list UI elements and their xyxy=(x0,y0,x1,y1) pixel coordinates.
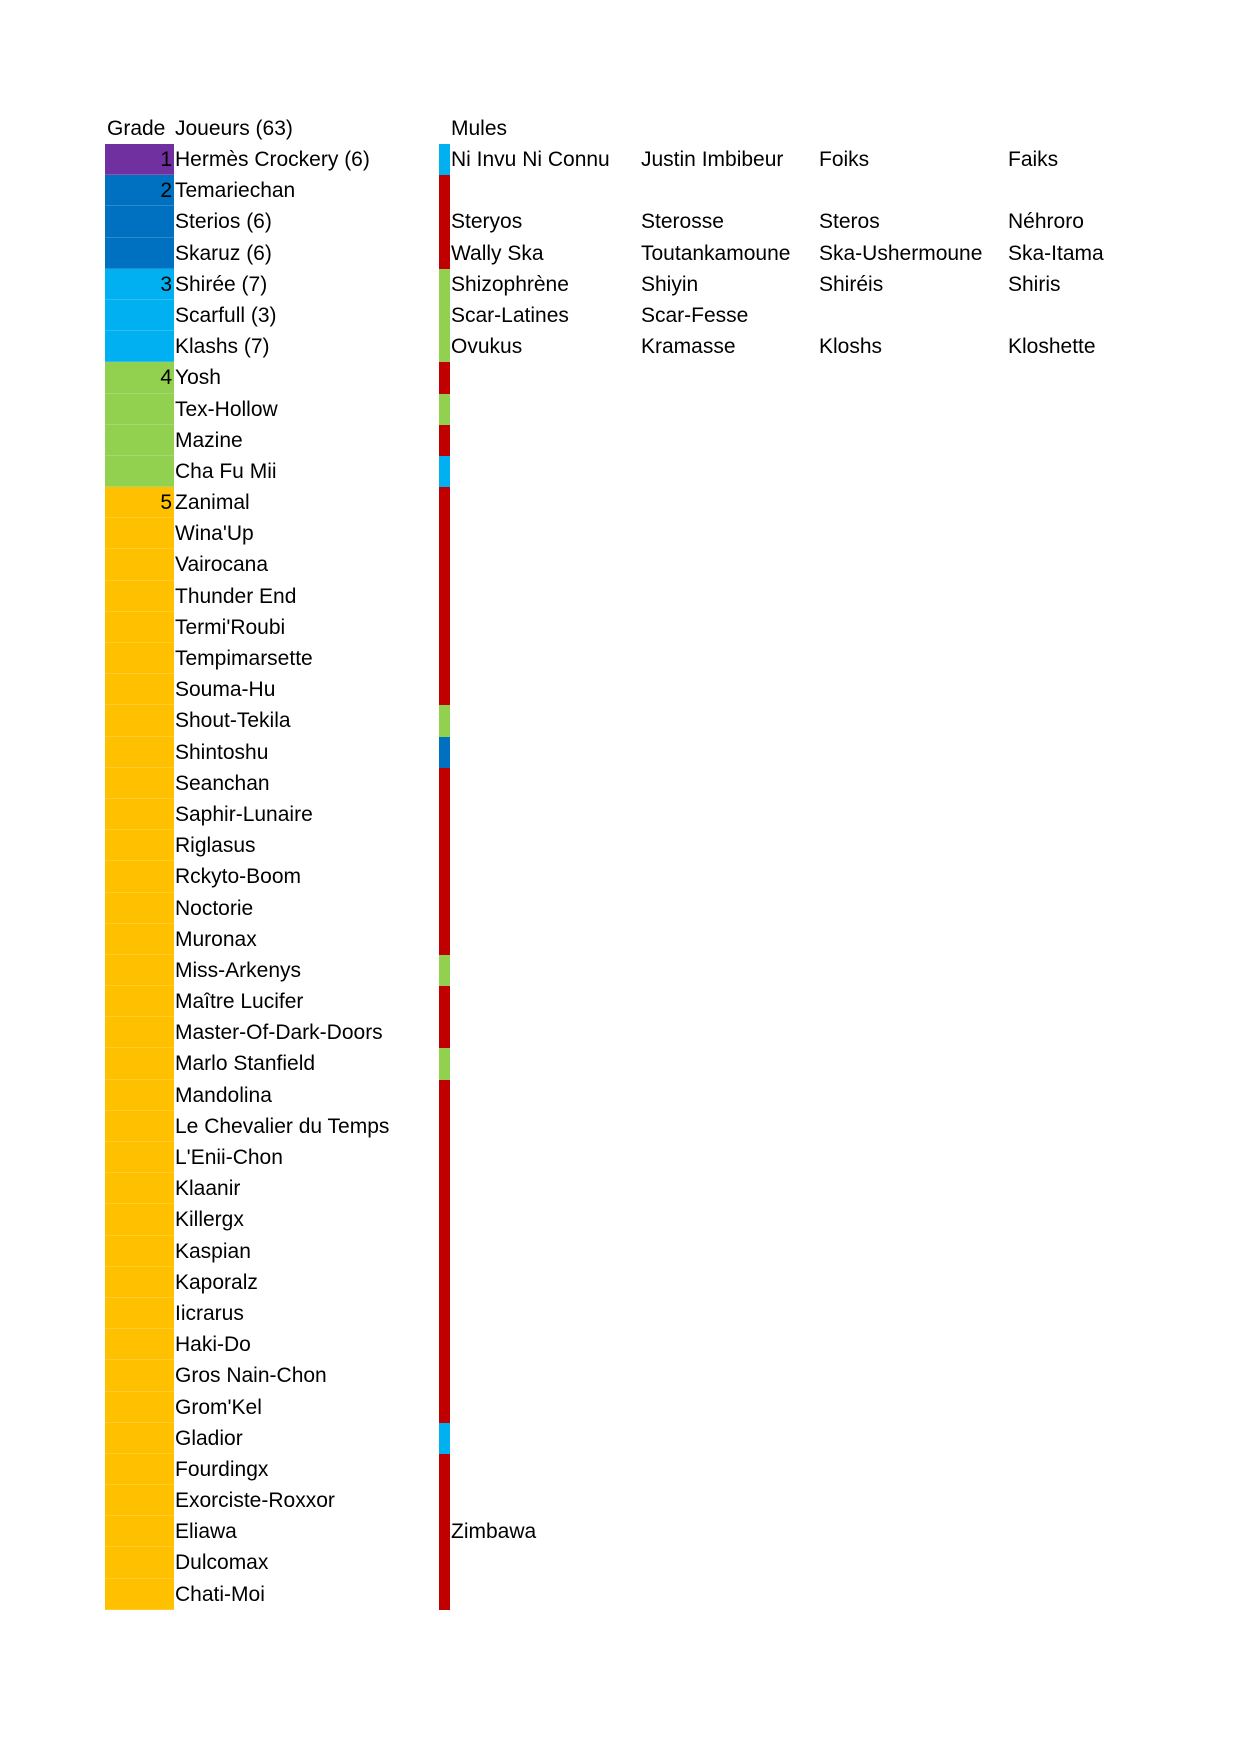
player-name: Cha Fu Mii xyxy=(175,459,277,483)
player-name: Eliawa xyxy=(175,1520,237,1544)
status-color-strip xyxy=(439,1392,450,1423)
table-row xyxy=(0,1547,1241,1578)
mule-name: Ska-Itama xyxy=(1008,241,1104,265)
grade-cell xyxy=(105,1485,174,1516)
player-name: Mazine xyxy=(175,428,243,452)
table-row xyxy=(0,1080,1241,1111)
header-mules: Mules xyxy=(451,117,508,140)
table-row xyxy=(0,144,1241,175)
player-name: Kaspian xyxy=(175,1239,251,1263)
grade-cell xyxy=(105,1329,174,1360)
player-name: Rckyto-Boom xyxy=(175,865,302,889)
grade-number: 4 xyxy=(160,366,172,390)
table-row xyxy=(0,1360,1241,1391)
status-color-strip xyxy=(439,705,450,736)
table-row xyxy=(0,1017,1241,1048)
player-name: Tex-Hollow xyxy=(175,397,278,421)
table-row xyxy=(0,549,1241,580)
status-color-strip xyxy=(439,674,450,705)
mule-name: Foiks xyxy=(819,148,870,171)
grade-cell xyxy=(105,1048,174,1079)
table-row xyxy=(0,394,1241,425)
player-name: Riglasus xyxy=(175,834,256,858)
status-color-strip xyxy=(439,144,450,175)
mule-name: Ovukus xyxy=(451,335,523,359)
player-name: Wina'Up xyxy=(175,522,254,546)
grade-cell xyxy=(105,705,174,736)
mule-name: Kramasse xyxy=(641,335,736,359)
mule-name: Ni Invu Ni Connu xyxy=(451,148,610,171)
status-color-strip xyxy=(439,300,450,331)
mule-name: Scar-Latines xyxy=(451,303,569,327)
grade-cell xyxy=(105,456,174,487)
status-color-strip xyxy=(439,737,450,768)
grade-cell xyxy=(105,394,174,425)
mule-name: Steros xyxy=(819,210,880,234)
table-row xyxy=(0,643,1241,674)
grade-cell xyxy=(105,861,174,892)
status-color-strip xyxy=(439,861,450,892)
status-color-strip xyxy=(439,1454,450,1485)
player-name: Sterios (6) xyxy=(175,210,272,234)
table-row xyxy=(0,1142,1241,1173)
table-row xyxy=(0,893,1241,924)
table-row xyxy=(0,518,1241,549)
status-color-strip xyxy=(439,1236,450,1267)
table-row xyxy=(0,456,1241,487)
grade-cell xyxy=(105,1236,174,1267)
grade-cell xyxy=(105,518,174,549)
player-name: Exorciste-Roxxor xyxy=(175,1489,335,1513)
table-row xyxy=(0,924,1241,955)
status-color-strip xyxy=(439,1080,450,1111)
table-row xyxy=(0,425,1241,456)
table-row xyxy=(0,799,1241,830)
player-name: Mandolina xyxy=(175,1083,272,1107)
table-row xyxy=(0,269,1241,300)
status-color-strip xyxy=(439,955,450,986)
grade-cell xyxy=(105,581,174,612)
grade-cell xyxy=(105,674,174,705)
grade-cell xyxy=(105,269,174,300)
grade-cell xyxy=(105,1080,174,1111)
table-row xyxy=(0,175,1241,206)
status-color-strip xyxy=(439,1298,450,1329)
table-row xyxy=(0,1298,1241,1329)
grade-cell xyxy=(105,924,174,955)
status-color-strip xyxy=(439,1048,450,1079)
player-name: Gros Nain-Chon xyxy=(175,1364,327,1388)
player-name: Hermès Crockery (6) xyxy=(175,148,370,171)
player-name: L'Enii-Chon xyxy=(175,1146,283,1169)
player-name: Tempimarsette xyxy=(175,647,313,670)
status-color-strip xyxy=(439,1267,450,1298)
status-color-strip xyxy=(439,331,450,362)
mule-name: Néhroro xyxy=(1008,210,1084,234)
grade-cell xyxy=(105,643,174,674)
status-color-strip xyxy=(439,487,450,518)
grade-cell xyxy=(105,799,174,830)
player-name: Klashs (7) xyxy=(175,335,270,359)
status-color-strip xyxy=(439,1547,450,1578)
player-name: Scarfull (3) xyxy=(175,303,277,327)
grade-cell xyxy=(105,144,174,175)
table-row xyxy=(0,1392,1241,1423)
player-name: Iicrarus xyxy=(175,1301,244,1325)
table-row xyxy=(0,1329,1241,1360)
grade-cell xyxy=(105,175,174,206)
grade-cell xyxy=(105,487,174,518)
status-color-strip xyxy=(439,1360,450,1391)
grade-cell xyxy=(105,1267,174,1298)
status-color-strip xyxy=(439,830,450,861)
table-row xyxy=(0,1454,1241,1485)
mule-name: Justin Imbibeur xyxy=(641,148,784,171)
grade-cell xyxy=(105,362,174,393)
player-name: Zanimal xyxy=(175,491,250,515)
table-row xyxy=(0,830,1241,861)
player-name: Fourdingx xyxy=(175,1457,269,1481)
table-row xyxy=(0,1423,1241,1454)
player-table xyxy=(0,144,1241,1610)
player-name: Kaporalz xyxy=(175,1270,258,1294)
mule-name: Zimbawa xyxy=(451,1520,537,1544)
status-color-strip xyxy=(439,581,450,612)
table-row xyxy=(0,206,1241,237)
player-name: Haki-Do xyxy=(175,1333,251,1357)
grade-cell xyxy=(105,1516,174,1547)
status-color-strip xyxy=(439,643,450,674)
player-name: Temariechan xyxy=(175,179,296,203)
grade-cell xyxy=(105,955,174,986)
mule-name: Kloshs xyxy=(819,335,883,359)
grade-number: 1 xyxy=(160,148,172,171)
status-color-strip xyxy=(439,1017,450,1048)
status-color-strip xyxy=(439,1111,450,1142)
status-color-strip xyxy=(439,612,450,643)
player-name: Chati-Moi xyxy=(175,1582,265,1606)
grade-cell xyxy=(105,1173,174,1204)
player-name: Dulcomax xyxy=(175,1551,269,1575)
player-name: Vairocana xyxy=(175,553,269,577)
table-row xyxy=(0,1204,1241,1235)
status-color-strip xyxy=(439,456,450,487)
header-players: Joueurs (63) xyxy=(175,117,293,140)
header-grade: Grade xyxy=(107,117,166,140)
player-name: Le Chevalier du Temps xyxy=(175,1114,390,1138)
grade-cell xyxy=(105,1423,174,1454)
grade-cell xyxy=(105,986,174,1017)
grade-cell xyxy=(105,1392,174,1423)
status-color-strip xyxy=(439,1485,450,1516)
grade-cell xyxy=(105,1017,174,1048)
status-color-strip xyxy=(439,1329,450,1360)
grade-cell xyxy=(105,1454,174,1485)
status-color-strip xyxy=(439,238,450,269)
status-color-strip xyxy=(439,425,450,456)
player-name: Seanchan xyxy=(175,771,270,795)
status-color-strip xyxy=(439,1423,450,1454)
table-row xyxy=(0,300,1241,331)
table-row xyxy=(0,612,1241,643)
status-color-strip xyxy=(439,206,450,237)
player-name: Shintoshu xyxy=(175,740,269,764)
mule-name: Ska-Ushermoune xyxy=(819,241,983,265)
status-color-strip xyxy=(439,518,450,549)
table-row xyxy=(0,581,1241,612)
grade-cell xyxy=(105,1142,174,1173)
player-name: Shout-Tekila xyxy=(175,709,291,733)
player-name: Termi'Roubi xyxy=(175,615,286,639)
table-row xyxy=(0,1516,1241,1547)
status-color-strip xyxy=(439,269,450,300)
table-row xyxy=(0,238,1241,269)
status-color-strip xyxy=(439,175,450,206)
player-name: Saphir-Lunaire xyxy=(175,802,313,826)
status-color-strip xyxy=(439,799,450,830)
player-name: Marlo Stanfield xyxy=(175,1052,316,1076)
table-row xyxy=(0,705,1241,736)
player-name: Grom'Kel xyxy=(175,1395,262,1419)
player-name: Klaanir xyxy=(175,1177,241,1201)
player-name: Miss-Arkenys xyxy=(175,958,302,982)
grade-cell xyxy=(105,238,174,269)
mule-name: Wally Ska xyxy=(451,241,544,265)
mule-name: Sterosse xyxy=(641,210,724,234)
table-row xyxy=(0,1111,1241,1142)
status-color-strip xyxy=(439,986,450,1017)
player-name: Muronax xyxy=(175,927,257,951)
table-row xyxy=(0,1173,1241,1204)
mule-name: Shiréis xyxy=(819,272,884,296)
grade-cell xyxy=(105,1204,174,1235)
player-name: Gladior xyxy=(175,1426,243,1450)
player-name: Shirée (7) xyxy=(175,272,268,296)
grade-cell xyxy=(105,206,174,237)
status-color-strip xyxy=(439,394,450,425)
player-name: Skaruz (6) xyxy=(175,241,272,265)
player-name: Noctorie xyxy=(175,896,254,920)
table-row xyxy=(0,861,1241,892)
grade-cell xyxy=(105,1360,174,1391)
table-row xyxy=(0,737,1241,768)
status-color-strip xyxy=(439,768,450,799)
status-color-strip xyxy=(439,362,450,393)
table-row xyxy=(0,1267,1241,1298)
table-row xyxy=(0,986,1241,1017)
status-color-strip xyxy=(439,549,450,580)
grade-cell xyxy=(105,612,174,643)
mule-name: Kloshette xyxy=(1008,335,1096,359)
grade-cell xyxy=(105,549,174,580)
player-name: Master-Of-Dark-Doors xyxy=(175,1021,383,1045)
grade-cell xyxy=(105,768,174,799)
grade-cell xyxy=(105,1547,174,1578)
grade-cell xyxy=(105,893,174,924)
player-name: Killergx xyxy=(175,1208,244,1232)
table-row xyxy=(0,1579,1241,1610)
table-row xyxy=(0,1485,1241,1516)
grade-number: 2 xyxy=(160,179,172,203)
grade-cell xyxy=(105,830,174,861)
player-name: Maître Lucifer xyxy=(175,990,304,1014)
player-name: Souma-Hu xyxy=(175,678,276,702)
status-color-strip xyxy=(439,924,450,955)
status-color-strip xyxy=(439,1204,450,1235)
status-color-strip xyxy=(439,1516,450,1547)
table-row xyxy=(0,1048,1241,1079)
mule-name: Shiris xyxy=(1008,272,1061,296)
grade-cell xyxy=(105,737,174,768)
status-color-strip xyxy=(439,1173,450,1204)
mule-name: Steryos xyxy=(451,210,523,234)
mule-name: Faiks xyxy=(1008,148,1059,171)
status-color-strip xyxy=(439,1579,450,1610)
mule-name: Shiyin xyxy=(641,272,699,296)
grade-cell xyxy=(105,1111,174,1142)
grade-number: 3 xyxy=(160,272,172,296)
table-row xyxy=(0,955,1241,986)
table-row xyxy=(0,331,1241,362)
table-row xyxy=(0,1236,1241,1267)
table-row xyxy=(0,362,1241,393)
mule-name: Scar-Fesse xyxy=(641,303,749,327)
mule-name: Shizophrène xyxy=(451,272,569,296)
grade-cell xyxy=(105,300,174,331)
status-color-strip xyxy=(439,893,450,924)
table-row xyxy=(0,674,1241,705)
grade-cell xyxy=(105,1579,174,1610)
player-name: Thunder End xyxy=(175,584,297,608)
grade-cell xyxy=(105,331,174,362)
grade-cell xyxy=(105,425,174,456)
status-color-strip xyxy=(439,1142,450,1173)
table-row xyxy=(0,487,1241,518)
grade-number: 5 xyxy=(160,491,172,515)
table-row xyxy=(0,768,1241,799)
mule-name: Toutankamoune xyxy=(641,241,791,265)
player-name: Yosh xyxy=(175,366,221,390)
grade-cell xyxy=(105,1298,174,1329)
